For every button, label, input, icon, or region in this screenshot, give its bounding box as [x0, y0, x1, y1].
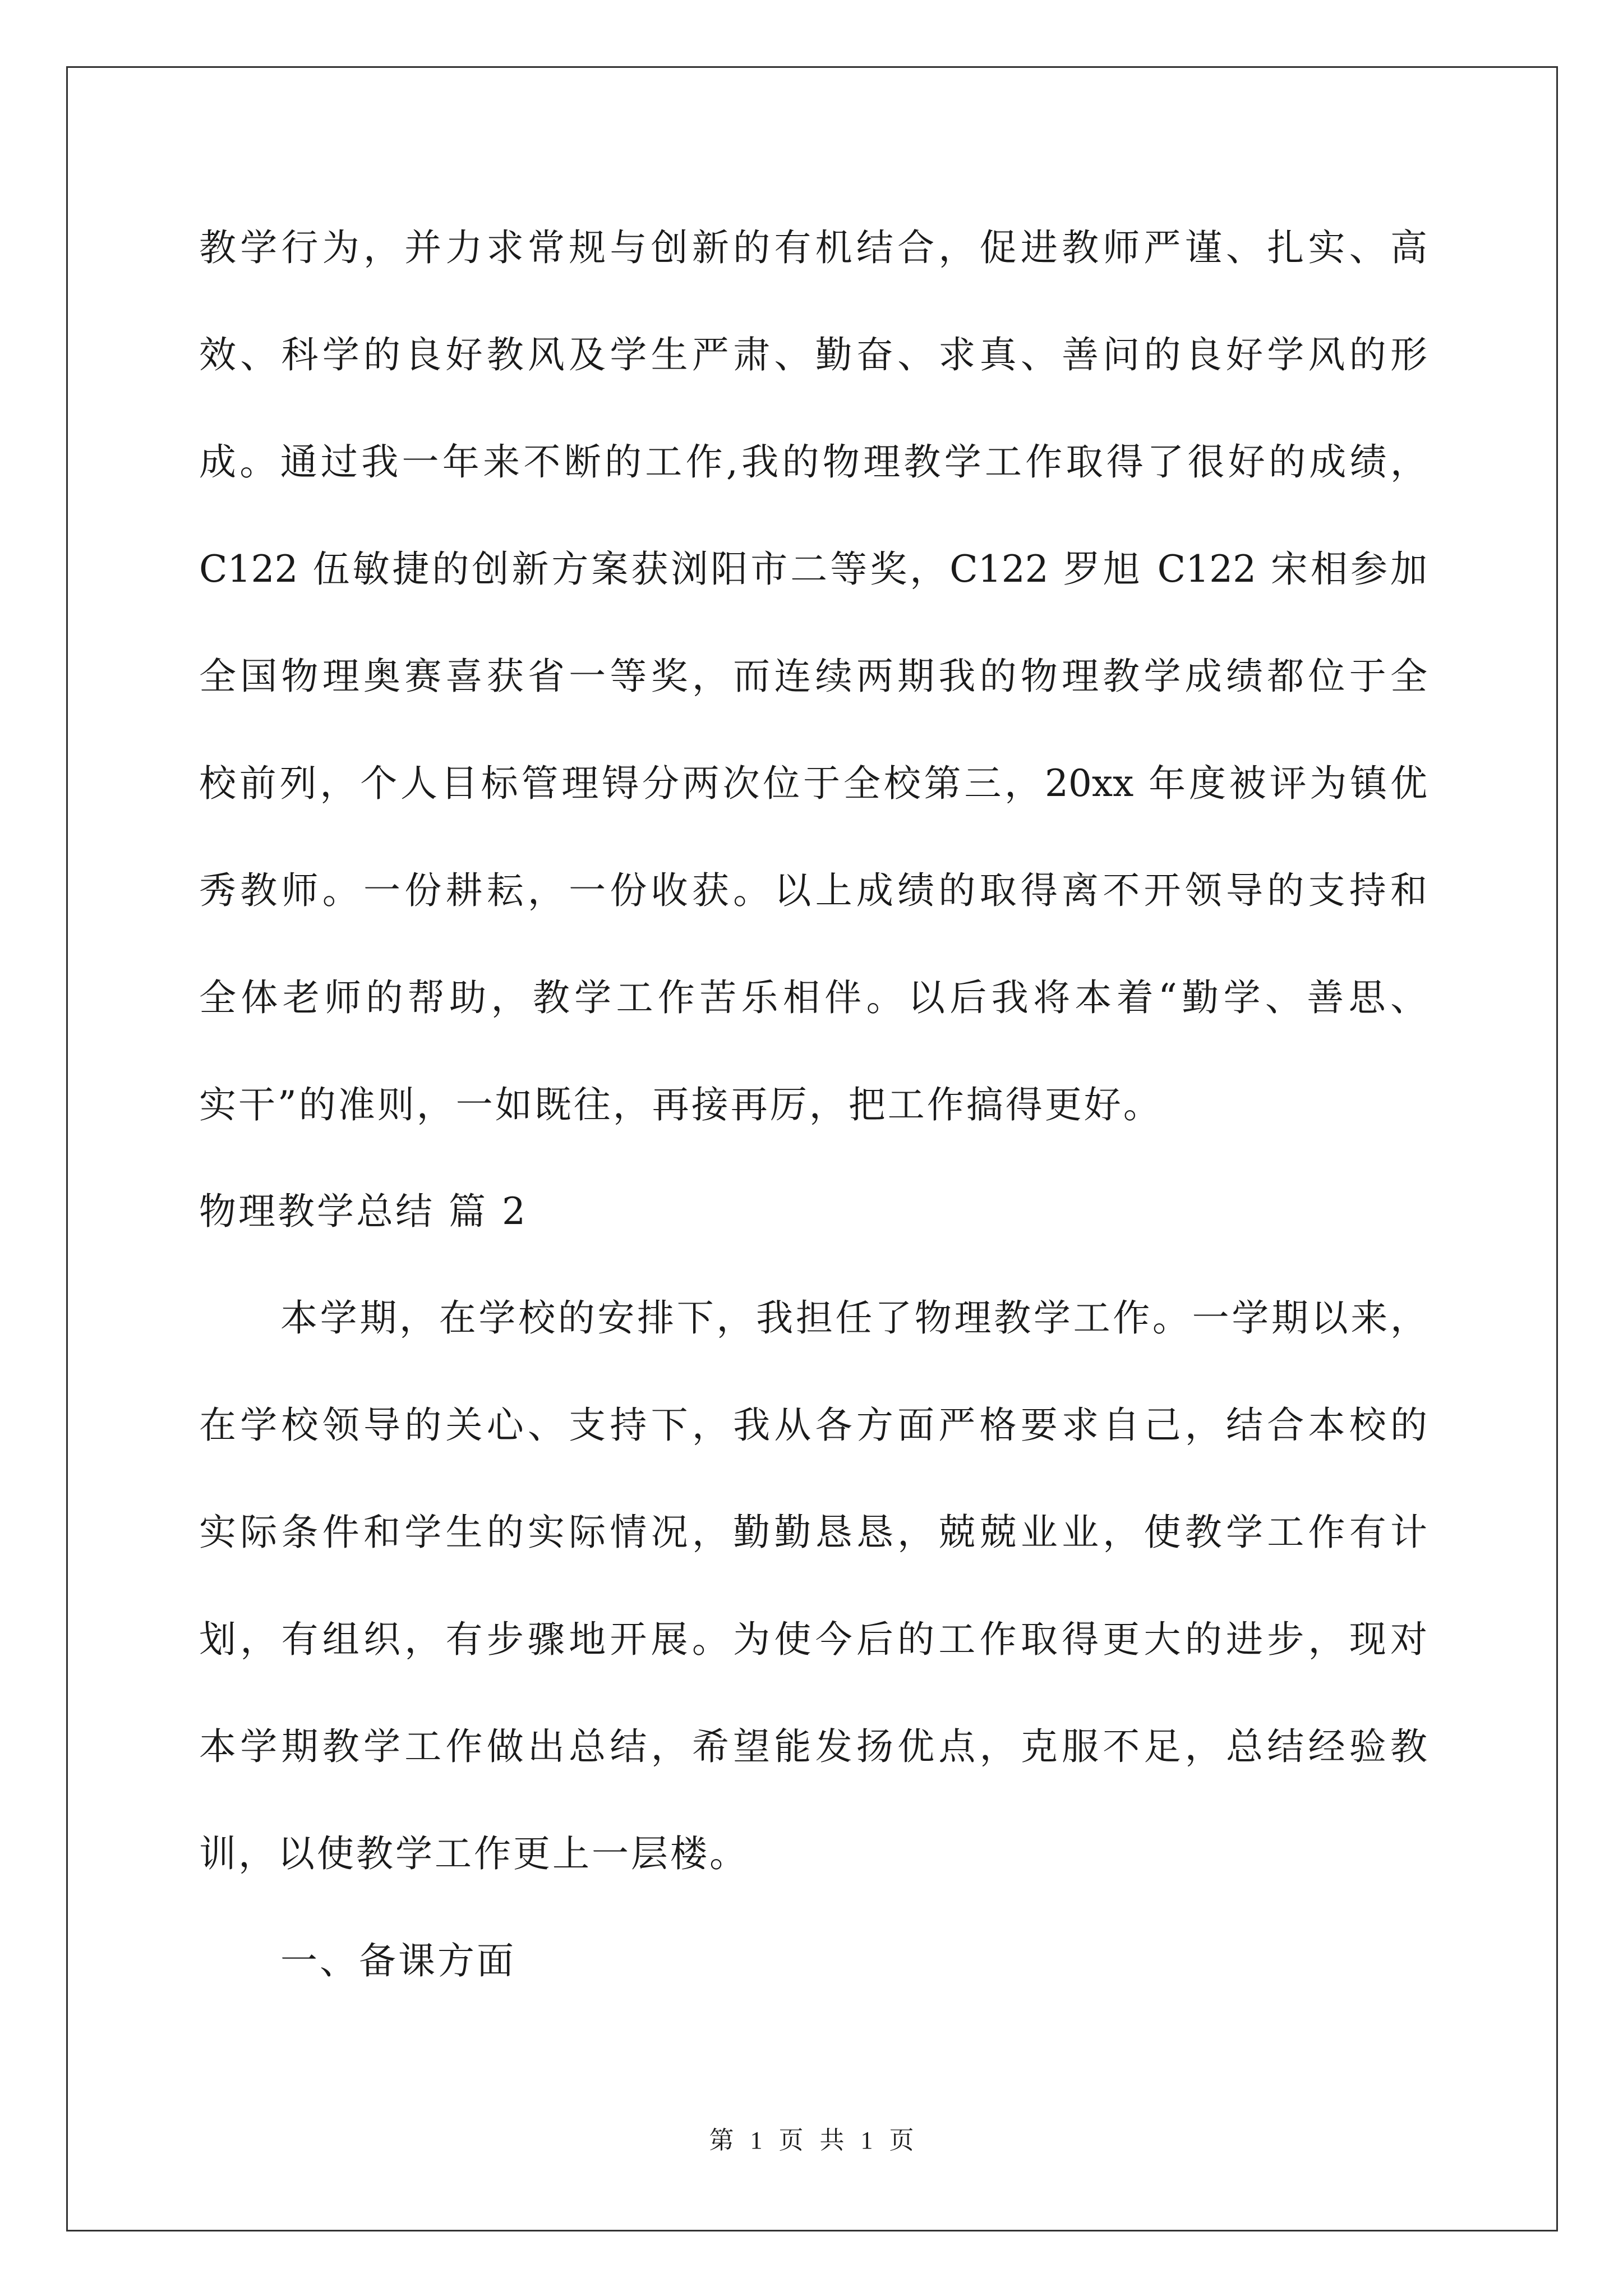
text-line: 教学行为，并力求常规与创新的有机结合，促进教师严谨、扎实、高: [199, 226, 1427, 269]
text-line: 成。通过我一年来不断的工作,我的物理教学工作取得了很好的成绩，: [199, 440, 1427, 484]
text-line: 实际条件和学生的实际情况，勤勤恳恳，兢兢业业，使教学工作有计: [199, 1511, 1427, 1554]
page-number-footer: 第 1 页 共 1 页: [709, 2127, 914, 2154]
text-line: 秀教师。一份耕耘，一份收获。以上成绩的取得离不开领导的支持和: [199, 869, 1427, 912]
text-line: 本学期教学工作做出总结，希望能发扬优点，克服不足，总结经验教: [199, 1725, 1427, 1768]
text-line: 在学校领导的关心、支持下，我从各方面严格要求自己，结合本校的: [199, 1404, 1427, 1447]
text-line: C122 伍敏捷的创新方案获浏阳市二等奖，C122 罗旭 C122 宋相参加: [199, 547, 1427, 591]
page-border: [66, 66, 1558, 2231]
paragraph-first-line: 本学期，在学校的安排下，我担任了物理教学工作。一学期以来，: [280, 1296, 1427, 1340]
text-line: 全国物理奥赛喜获省一等奖，而连续两期我的物理教学成绩都位于全: [199, 655, 1427, 698]
text-line: 实干”的准则，一如既往，再接再厉，把工作搞得更好。: [199, 1083, 1163, 1126]
text-line: 校前列，个人目标管理锝分两次位于全校第三，20xx 年度被评为镇优: [199, 762, 1427, 805]
text-line: 全体老师的帮助，教学工作苦乐相伴。以后我将本着“勤学、善思、: [199, 976, 1427, 1019]
subsection-heading: 一、备课方面: [280, 1939, 516, 1982]
text-line: 训，以使教学工作更上一层楼。: [199, 1832, 749, 1875]
section-heading: 物理教学总结 篇 2: [199, 1190, 528, 1233]
text-line: 效、科学的良好教风及学生严肃、勤奋、求真、善问的良好学风的形: [199, 333, 1427, 376]
text-line: 划，有组织，有步骤地开展。为使今后的工作取得更大的进步，现对: [199, 1618, 1427, 1661]
